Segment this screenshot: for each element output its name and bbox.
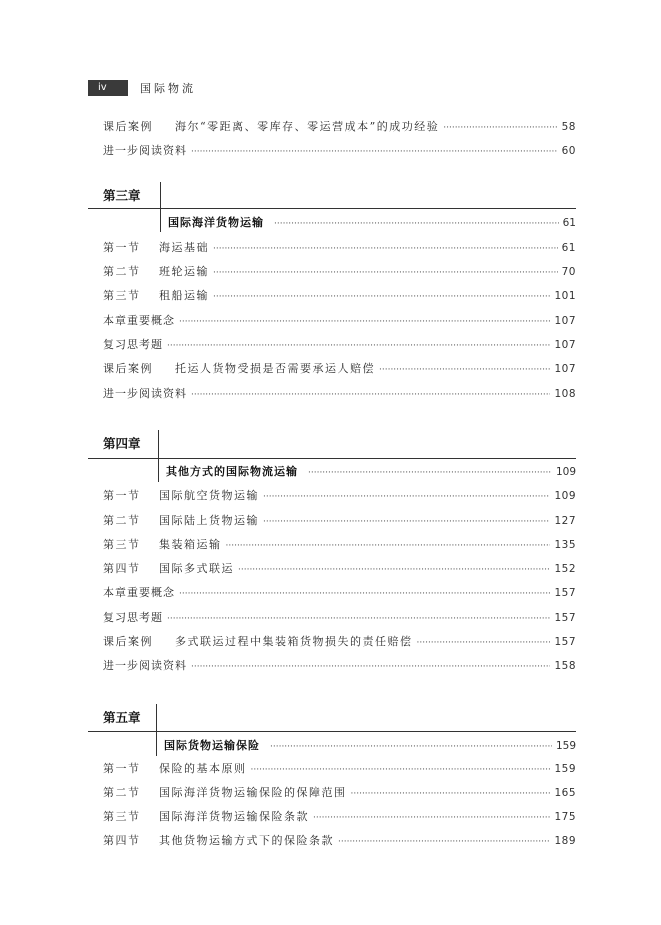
entry-title: 其他货物运输方式下的保险条款 [159, 834, 334, 847]
toc-entry-section[interactable] [103, 536, 576, 552]
dot-leader [238, 565, 550, 575]
chapter-title-entry[interactable] [164, 737, 576, 753]
entry-page: 158 [554, 660, 576, 672]
dot-leader [179, 589, 550, 599]
entry-title: 国际多式联运 [159, 562, 234, 575]
entry-title: 多式联运过程中集装箱货物损失的责任赔偿 [175, 635, 413, 648]
toc-entry-further-reading[interactable] [103, 657, 576, 673]
entry-title: 托运人货物受损是否需要承运人赔偿 [175, 362, 375, 375]
entry-label: 本章重要概念 [103, 586, 175, 599]
page-number-label: iv [88, 80, 128, 96]
dot-leader [338, 837, 550, 847]
dot-leader [263, 517, 550, 527]
chapter-page: 159 [555, 740, 576, 752]
chapter-title: 国际海洋货物运输 [168, 216, 264, 229]
entry-page: 70 [561, 266, 576, 278]
toc-entry-section[interactable] [103, 832, 576, 848]
chapter-divider-vertical [158, 430, 159, 482]
chapter-title: 其他方式的国际物流运输 [166, 465, 298, 478]
entry-page: 157 [554, 636, 576, 648]
book-title: 国际物流 [140, 82, 196, 95]
entry-page: 152 [554, 563, 576, 575]
dot-leader [179, 317, 550, 327]
toc-entry-further-reading[interactable] [103, 385, 576, 401]
entry-label: 进一步阅读资料 [103, 659, 187, 672]
chapter-label: 第三章 [103, 188, 141, 203]
toc-entry-section[interactable] [103, 760, 576, 776]
chapter-title-entry[interactable] [166, 463, 576, 479]
entry-label: 第三节 [103, 810, 141, 823]
chapter-page: 109 [555, 466, 576, 478]
entry-page: 159 [554, 763, 576, 775]
entry-page: 109 [554, 490, 576, 502]
entry-page: 107 [554, 363, 576, 375]
entry-label: 课后案例 [103, 120, 153, 133]
entry-page: 61 [561, 242, 576, 254]
dot-leader [308, 468, 552, 478]
dot-leader [191, 662, 550, 672]
entry-title: 租船运输 [159, 289, 209, 302]
chapter-title: 国际货物运输保险 [164, 739, 260, 752]
dot-leader [263, 492, 550, 502]
toc-entry-further-reading[interactable] [103, 142, 576, 158]
toc-entry-section[interactable] [103, 239, 576, 255]
toc-entry-section[interactable] [103, 808, 576, 824]
entry-label: 课后案例 [103, 635, 153, 648]
entry-label: 课后案例 [103, 362, 153, 375]
dot-leader [213, 244, 558, 254]
toc-entry-section[interactable] [103, 487, 576, 503]
entry-label: 第四节 [103, 562, 141, 575]
chapter-divider-vertical [160, 182, 161, 232]
entry-title: 集装箱运输 [159, 538, 222, 551]
entry-label: 第一节 [103, 489, 141, 502]
dot-leader [226, 541, 551, 551]
entry-label: 第二节 [103, 786, 141, 799]
chapter-divider-horizontal [88, 731, 576, 732]
entry-title: 海运基础 [159, 241, 209, 254]
dot-leader [191, 147, 558, 157]
chapter-divider-vertical [156, 704, 157, 756]
entry-title: 海尔“零距离、零库存、零运营成本”的成功经验 [175, 120, 440, 133]
running-header [88, 80, 196, 96]
chapter-divider-horizontal [88, 458, 576, 459]
toc-entry-case-study[interactable] [103, 118, 576, 134]
entry-page: 135 [554, 539, 576, 551]
dot-leader [251, 765, 551, 775]
entry-page: 107 [554, 315, 576, 327]
toc-entry-section[interactable] [103, 263, 576, 279]
toc-entry-section[interactable] [103, 784, 576, 800]
toc-entry-key-concepts[interactable] [103, 584, 576, 600]
toc-entry-case-study[interactable] [103, 360, 576, 376]
entry-label: 进一步阅读资料 [103, 144, 187, 157]
entry-page: 60 [561, 145, 576, 157]
entry-label: 进一步阅读资料 [103, 387, 187, 400]
chapter-title-entry[interactable] [168, 214, 576, 230]
dot-leader [443, 123, 557, 133]
entry-page: 107 [554, 339, 576, 351]
toc-entry-review-questions[interactable] [103, 336, 576, 352]
entry-page: 165 [554, 787, 576, 799]
entry-label: 第一节 [103, 762, 141, 775]
dot-leader [274, 219, 559, 229]
entry-page: 108 [554, 388, 576, 400]
entry-label: 本章重要概念 [103, 314, 175, 327]
entry-title: 国际航空货物运输 [159, 489, 259, 502]
entry-title: 保险的基本原则 [159, 762, 247, 775]
dot-leader [213, 268, 558, 278]
entry-label: 复习思考题 [103, 338, 163, 351]
toc-entry-section[interactable] [103, 512, 576, 528]
entry-page: 157 [554, 587, 576, 599]
chapter-divider-horizontal [88, 208, 576, 209]
dot-leader [191, 390, 550, 400]
chapter-heading-5 [88, 704, 576, 756]
entry-label: 第二节 [103, 514, 141, 527]
chapter-label: 第四章 [103, 436, 141, 451]
dot-leader [167, 341, 550, 351]
dot-leader [167, 614, 550, 624]
dot-leader [351, 789, 551, 799]
toc-entry-section[interactable] [103, 560, 576, 576]
entry-page: 58 [561, 121, 576, 133]
dot-leader [379, 365, 550, 375]
entry-page: 189 [554, 835, 576, 847]
toc-entry-review-questions[interactable] [103, 609, 576, 625]
entry-page: 127 [554, 515, 576, 527]
entry-page: 175 [554, 811, 576, 823]
entry-label: 第四节 [103, 834, 141, 847]
toc-entry-case-study[interactable] [103, 633, 576, 649]
entry-label: 复习思考题 [103, 611, 163, 624]
chapter-heading-4 [88, 430, 576, 482]
entry-title: 国际海洋货物运输保险的保障范围 [159, 786, 347, 799]
toc-entry-section[interactable] [103, 287, 576, 303]
entry-label: 第二节 [103, 265, 141, 278]
entry-page: 101 [554, 290, 576, 302]
entry-label: 第一节 [103, 241, 141, 254]
entry-label: 第三节 [103, 289, 141, 302]
dot-leader [270, 742, 552, 752]
toc-entry-key-concepts[interactable] [103, 312, 576, 328]
chapter-page: 61 [562, 217, 576, 229]
dot-leader [213, 292, 550, 302]
entry-title: 班轮运输 [159, 265, 209, 278]
chapter-heading-3 [88, 182, 576, 232]
dot-leader [417, 638, 551, 648]
entry-page: 157 [554, 612, 576, 624]
chapter-label: 第五章 [103, 710, 141, 725]
entry-title: 国际海洋货物运输保险条款 [159, 810, 309, 823]
dot-leader [313, 813, 550, 823]
entry-title: 国际陆上货物运输 [159, 514, 259, 527]
entry-label: 第三节 [103, 538, 141, 551]
